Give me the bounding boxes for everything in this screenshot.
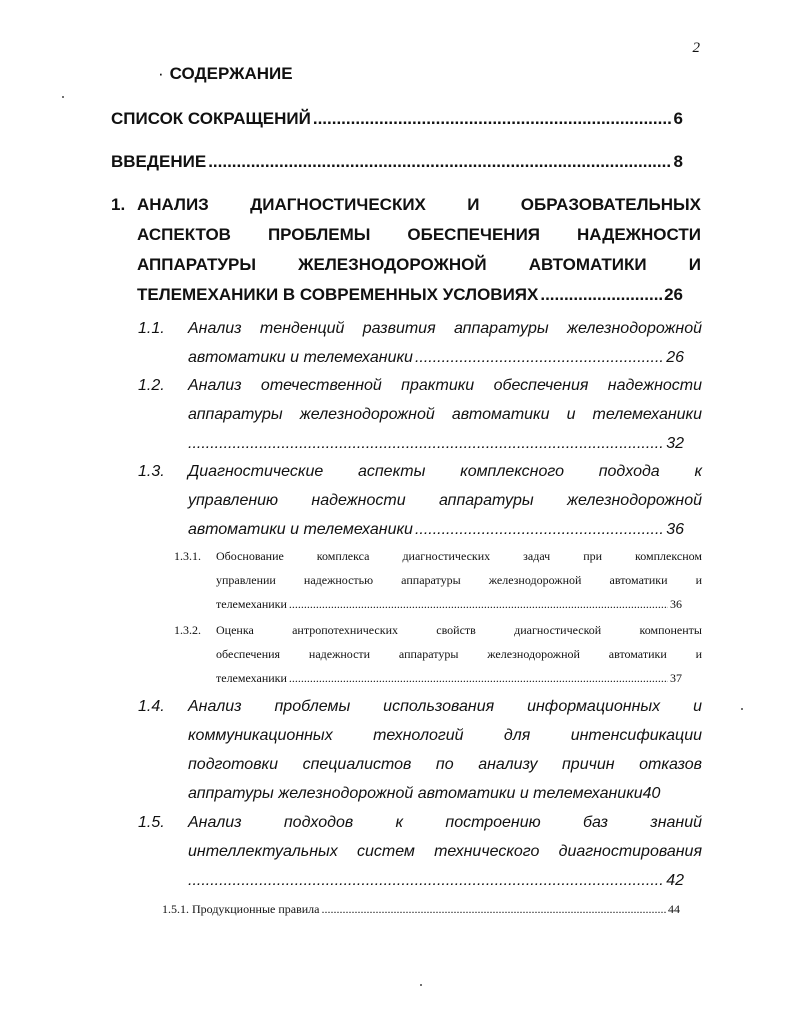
toc-entry-abbreviations[interactable] xyxy=(111,104,683,134)
scan-speck xyxy=(420,984,422,986)
toc-entry-line: АНАЛИЗ ДИАГНОСТИЧЕСКИХ И ОБРАЗОВАТЕЛЬНЫХ xyxy=(137,195,701,214)
toc-entry-line: телемеханики xyxy=(216,671,287,685)
page-title: · СОДЕРЖАНИЕ xyxy=(158,64,293,83)
toc-entry-number: 1.5. xyxy=(138,814,165,831)
toc-entry-page: 26 xyxy=(664,285,683,304)
toc-entry-line: подготовки специалистов по анализу причин отказов xyxy=(188,756,702,773)
toc-entry-line: АППАРАТУРЫ ЖЕЛЕЗНОДОРОЖНОЙ АВТОМАТИКИ И xyxy=(137,255,701,274)
toc-entry-page: 37 xyxy=(670,671,682,685)
toc-entry-line: Анализ подходов к построению баз знаний xyxy=(188,814,702,831)
toc-entry-line: АСПЕКТОВ ПРОБЛЕМЫ ОБЕСПЕЧЕНИЯ НАДЕЖНОСТИ xyxy=(137,225,701,244)
toc-entry-number: 1.3.2. xyxy=(174,623,201,637)
toc-entry-label: СПИСОК СОКРАЩЕНИЙ xyxy=(111,109,311,128)
toc-entry-number: 1. xyxy=(111,195,126,214)
toc-entry-line: телемеханики xyxy=(216,597,287,611)
toc-entry-page: 36 xyxy=(666,521,684,538)
toc-entry-line: управлению надежности аппаратуры железнодорожной xyxy=(188,492,702,509)
dot-leader xyxy=(415,343,664,372)
toc-entry-page: 6 xyxy=(673,109,683,128)
toc-entry-page: 32 xyxy=(666,435,684,452)
toc-entry-page: 8 xyxy=(673,152,683,171)
toc-entry-number: 1.4. xyxy=(138,698,165,715)
toc-entry-line: Анализ проблемы использования информационных и xyxy=(188,698,702,715)
toc-entry-label: 1.5.1. Продукционные правила xyxy=(162,902,320,916)
toc-entry-line: Обоснование комплекса диагностических задач при комплексном xyxy=(216,549,702,563)
toc-entry-page: 44 xyxy=(668,902,680,916)
dot-leader xyxy=(289,592,668,616)
page-number: 2 xyxy=(692,40,700,56)
toc-entry-line: Анализ тенденций развития аппаратуры железнодорожной xyxy=(188,320,702,337)
toc-entry-number: 1.3. xyxy=(138,463,165,480)
toc-entry-introduction[interactable] xyxy=(111,147,683,177)
toc-entry-page: 26 xyxy=(666,349,684,366)
toc-entry-label: ВВЕДЕНИЕ xyxy=(111,152,207,171)
toc-entry-line: интеллектуальных систем технического диагностирования xyxy=(188,843,702,860)
dot-leader xyxy=(415,515,664,544)
toc-entry-line: Анализ отечественной практики обеспечения надежности xyxy=(188,377,702,394)
dot-leader xyxy=(321,897,666,921)
dot-leader xyxy=(208,147,671,177)
toc-entry-page: 42 xyxy=(666,872,684,889)
toc-entry-line: Оценка антропотехнических свойств диагностической компоненты xyxy=(216,623,702,637)
dot-leader xyxy=(540,280,662,310)
toc-entry-line: аппаратуры железнодорожной автоматики и телемеханики xyxy=(188,406,702,423)
toc-entry-line: Диагностические аспекты комплексного подхода к xyxy=(188,463,702,480)
scan-speck xyxy=(741,708,743,710)
toc-entry-line: обеспечения надежности аппаратуры железнодорожной автоматики и xyxy=(216,647,702,661)
toc-entry-page: 36 xyxy=(670,597,682,611)
toc-entry-line: управлении надежностью аппаратуры железнодорожной автоматики и xyxy=(216,573,702,587)
toc-entry-line: коммуникационных технологий для интенсификации xyxy=(188,727,702,744)
scan-speck xyxy=(62,96,64,98)
toc-entry-line: ТЕЛЕМЕХАНИКИ В СОВРЕМЕННЫХ УСЛОВИЯХ xyxy=(137,285,539,304)
toc-entry-1-5-1[interactable] xyxy=(162,897,680,921)
toc-entry-line: автоматики и телемеханики xyxy=(188,521,413,538)
toc-entry-number: 1.2. xyxy=(138,377,165,394)
toc-entry-number: 1.3.1. xyxy=(174,549,201,563)
toc-entry-line: автоматики и телемеханики xyxy=(188,349,413,366)
toc-entry-line: аппратуры железнодорожной автоматики и телемеханики40 xyxy=(188,785,661,802)
dot-leader xyxy=(313,104,672,134)
dot-leader xyxy=(188,866,664,895)
dot-leader xyxy=(188,429,664,458)
toc-entry-number: 1.1. xyxy=(138,320,165,337)
dot-leader xyxy=(289,666,668,690)
